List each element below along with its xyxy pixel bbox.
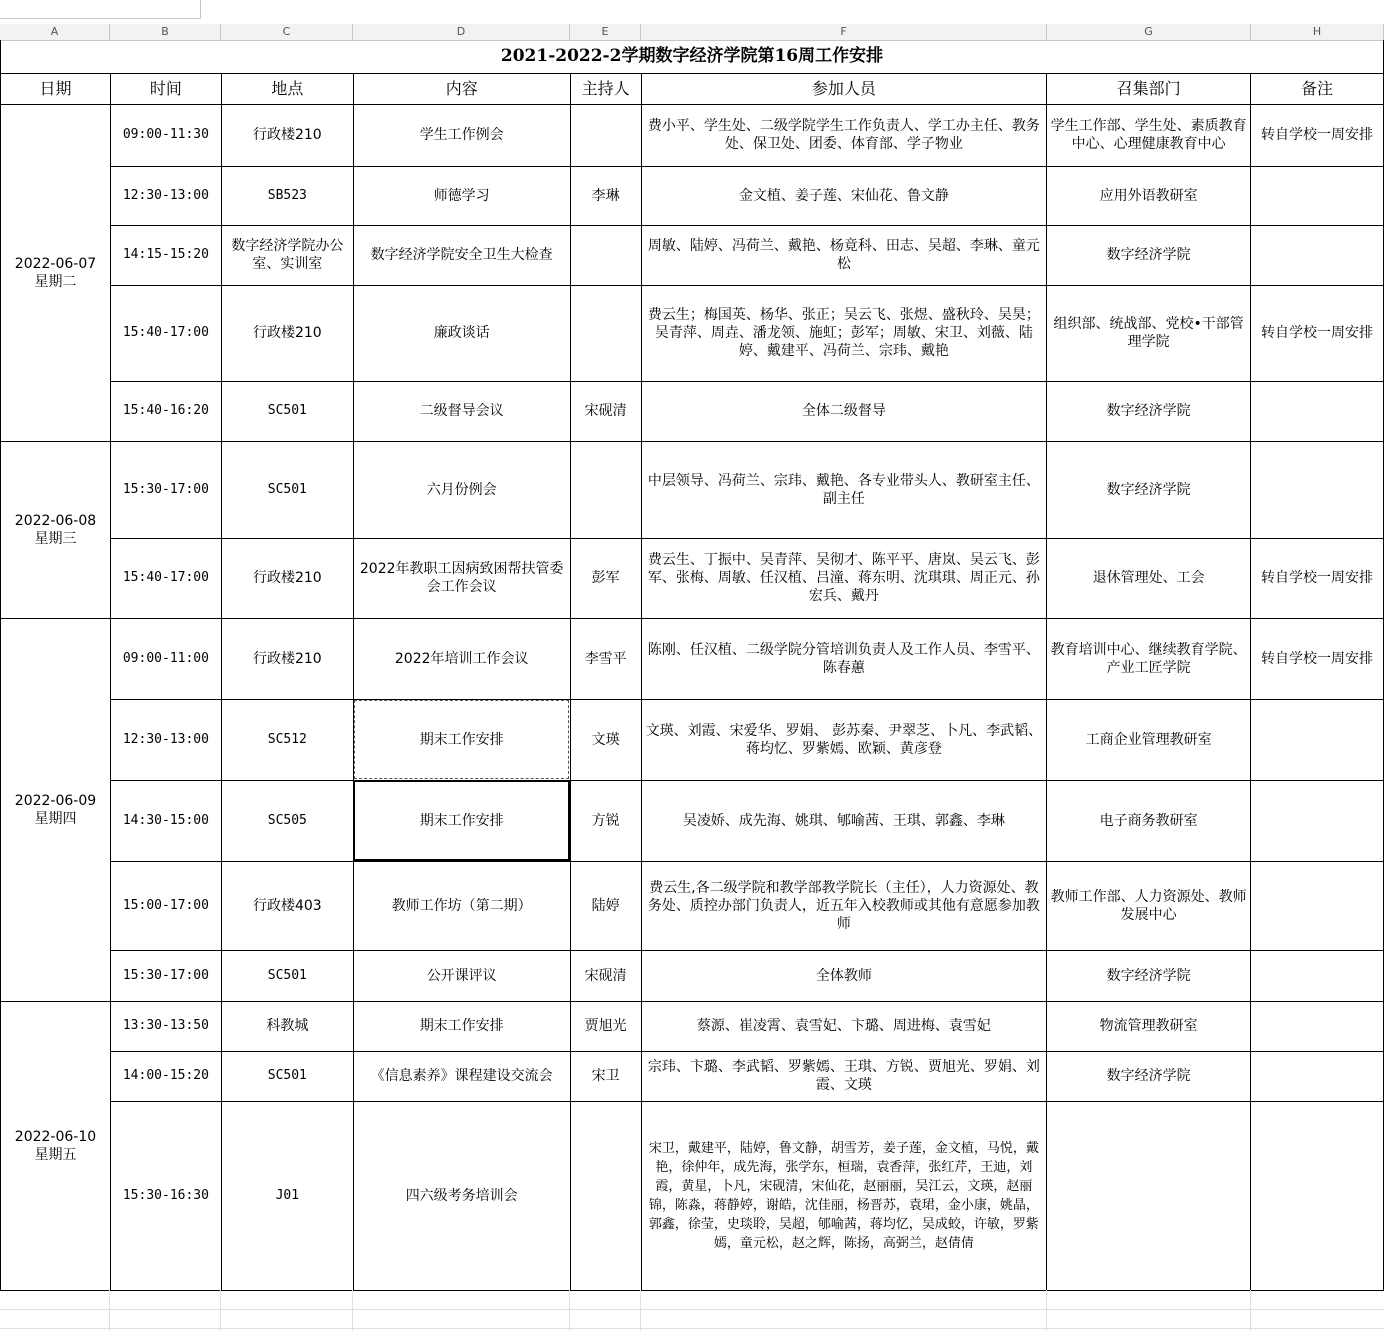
- host-cell[interactable]: 宋砚清: [570, 381, 641, 441]
- table-row: [1, 618, 1384, 699]
- host-cell[interactable]: 方锐: [570, 780, 641, 861]
- attendees-cell[interactable]: 文瑛、刘霞、宋爱华、罗娟、 彭苏秦、尹翠芝、卜凡、李武韬、蒋均忆、罗紫嫣、欧颖、黄彦登: [641, 699, 1047, 780]
- attendees-cell[interactable]: 费云生；梅国英、杨华、张正；吴云飞、张煜、盛秋玲、吴昊；吴青萍、周垚、潘龙领、施虹；彭军；周敏、宋卫、刘薇、陆婷、戴建平、冯荷兰、宗玮、戴艳: [641, 285, 1047, 381]
- host-cell[interactable]: 彭军: [570, 538, 641, 618]
- column-header-a[interactable]: A: [0, 24, 110, 40]
- column-header-row: [0, 24, 1384, 41]
- note-cell[interactable]: [1251, 441, 1384, 538]
- dept-cell[interactable]: 退休管理处、工会: [1047, 538, 1251, 618]
- note-cell[interactable]: [1251, 699, 1384, 780]
- dept-cell[interactable]: 数字经济学院: [1047, 381, 1251, 441]
- grid-line: [1250, 1290, 1251, 1331]
- time-cell[interactable]: 15:30-17:00: [110, 441, 221, 538]
- time-cell[interactable]: 14:15-15:20: [110, 225, 221, 285]
- column-header-g[interactable]: G: [1047, 24, 1251, 40]
- dept-cell[interactable]: 组织部、统战部、党校•干部管理学院: [1047, 285, 1251, 381]
- date-text: 2022-06-07: [14, 255, 97, 272]
- table-row: [1, 1001, 1384, 1051]
- column-header-e[interactable]: E: [570, 24, 641, 40]
- place-cell[interactable]: SC501: [221, 950, 353, 1001]
- content-cell[interactable]: 2022年教职工因病致困帮扶管委会工作会议: [353, 538, 570, 618]
- table-row: [1, 780, 1384, 861]
- content-cell[interactable]: 二级督导会议: [353, 381, 570, 441]
- empty-grid-area: [0, 1290, 1384, 1331]
- place-cell[interactable]: J01: [221, 1101, 353, 1290]
- note-cell[interactable]: [1251, 381, 1384, 441]
- attendees-cell[interactable]: 吴凌娇、成先海、姚琪、郇喻茜、王琪、郭鑫、李琳: [641, 780, 1047, 861]
- formula-bar[interactable]: [0, 0, 1384, 25]
- weekday-text: 星期二: [34, 273, 77, 290]
- column-header-f[interactable]: F: [641, 24, 1047, 40]
- time-cell[interactable]: 12:30-13:00: [110, 166, 221, 225]
- table-row: [1, 1051, 1384, 1101]
- attendees-cell[interactable]: 金文植、姜子莲、宋仙花、鲁文静: [641, 166, 1047, 225]
- attendees-cell[interactable]: 费云生、丁振中、吴青萍、吴彻才、陈平平、唐岚、吴云飞、彭军、张梅、周敏、任汉植、吕潼、蒋东明、沈琪琪、周正元、孙宏兵、戴丹: [641, 538, 1047, 618]
- dept-cell[interactable]: 工商企业管理教研室: [1047, 699, 1251, 780]
- note-cell[interactable]: [1251, 1051, 1384, 1101]
- host-cell[interactable]: [570, 285, 641, 381]
- place-cell[interactable]: 科教城: [221, 1001, 353, 1051]
- content-cell[interactable]: 教师工作坊（第二期）: [353, 861, 570, 950]
- time-cell[interactable]: 15:30-17:00: [110, 950, 221, 1001]
- header-date[interactable]: 日期: [1, 73, 111, 104]
- content-cell[interactable]: 学生工作例会: [353, 104, 570, 166]
- dept-cell[interactable]: 数字经济学院: [1047, 1051, 1251, 1101]
- dept-cell[interactable]: 物流管理教研室: [1047, 1001, 1251, 1051]
- attendees-cell[interactable]: 全体教师: [641, 950, 1047, 1001]
- header-place[interactable]: 地点: [221, 73, 353, 104]
- place-cell[interactable]: 行政楼210: [221, 104, 353, 166]
- dept-cell[interactable]: 数字经济学院: [1047, 950, 1251, 1001]
- grid-line: [0, 1309, 1384, 1310]
- host-cell[interactable]: [570, 1101, 641, 1290]
- note-cell[interactable]: [1251, 1101, 1384, 1290]
- date-cell[interactable]: [1, 618, 111, 1001]
- column-header-b[interactable]: B: [110, 24, 221, 40]
- note-cell[interactable]: [1251, 1001, 1384, 1051]
- content-cell[interactable]: 四六级考务培训会: [353, 1101, 570, 1290]
- note-cell[interactable]: 转自学校一周安排: [1251, 104, 1384, 166]
- name-box[interactable]: [0, 0, 201, 19]
- table-row: [1, 225, 1384, 285]
- table-row: [1, 166, 1384, 225]
- note-cell[interactable]: 转自学校一周安排: [1251, 285, 1384, 381]
- note-cell[interactable]: [1251, 780, 1384, 861]
- header-dept[interactable]: 召集部门: [1047, 73, 1251, 104]
- content-cell[interactable]: 廉政谈话: [353, 285, 570, 381]
- dept-cell[interactable]: 电子商务教研室: [1047, 780, 1251, 861]
- header-host[interactable]: 主持人: [570, 73, 641, 104]
- host-cell[interactable]: 李雪平: [570, 618, 641, 699]
- attendees-cell[interactable]: 周敏、陆婷、冯荷兰、戴艳、杨竟科、田志、吴超、李琳、童元松: [641, 225, 1047, 285]
- column-header-c[interactable]: C: [221, 24, 353, 40]
- host-cell[interactable]: [570, 225, 641, 285]
- table-row: [1, 1101, 1384, 1290]
- place-cell[interactable]: SB523: [221, 166, 353, 225]
- place-cell[interactable]: 行政楼210: [221, 618, 353, 699]
- place-cell[interactable]: 行政楼210: [221, 538, 353, 618]
- header-time[interactable]: 时间: [110, 73, 221, 104]
- place-cell[interactable]: 行政楼210: [221, 285, 353, 381]
- weekday-text: 星期三: [34, 530, 77, 547]
- grid-line: [1046, 1290, 1047, 1331]
- place-cell[interactable]: 数字经济学院办公室、实训室: [221, 225, 353, 285]
- dept-cell[interactable]: 应用外语教研室: [1047, 166, 1251, 225]
- dept-cell[interactable]: 数字经济学院: [1047, 225, 1251, 285]
- table-row: [1, 950, 1384, 1001]
- content-cell[interactable]: 六月份例会: [353, 441, 570, 538]
- note-cell[interactable]: [1251, 950, 1384, 1001]
- column-header-h[interactable]: H: [1251, 24, 1384, 40]
- header-attendees[interactable]: 参加人员: [641, 73, 1047, 104]
- place-cell[interactable]: SC501: [221, 381, 353, 441]
- grid-line: [220, 1290, 221, 1331]
- dept-cell[interactable]: 教师工作部、人力资源处、教师发展中心: [1047, 861, 1251, 950]
- host-cell[interactable]: [570, 104, 641, 166]
- date-text: 2022-06-08: [14, 512, 97, 529]
- table-row: [1, 861, 1384, 950]
- content-cell-active[interactable]: 期末工作安排: [353, 780, 570, 861]
- header-content[interactable]: 内容: [353, 73, 570, 104]
- table-row: [1, 699, 1384, 780]
- host-cell[interactable]: [570, 441, 641, 538]
- place-cell[interactable]: SC505: [221, 780, 353, 861]
- table-row: [1, 538, 1384, 618]
- attendees-cell[interactable]: 陈刚、任汉植、二级学院分管培训负责人及工作人员、李雪平、陈春蕙: [641, 618, 1047, 699]
- place-cell[interactable]: SC501: [221, 1051, 353, 1101]
- place-cell[interactable]: SC512: [221, 699, 353, 780]
- weekday-text: 星期四: [34, 810, 77, 827]
- attendees-cell[interactable]: 全体二级督导: [641, 381, 1047, 441]
- time-cell[interactable]: 13:30-13:50: [110, 1001, 221, 1051]
- content-cell[interactable]: 公开课评议: [353, 950, 570, 1001]
- time-cell[interactable]: 15:00-17:00: [110, 861, 221, 950]
- note-cell[interactable]: [1251, 861, 1384, 950]
- time-cell[interactable]: 14:30-15:00: [110, 780, 221, 861]
- table-row: [1, 104, 1384, 166]
- host-cell[interactable]: 陆婷: [570, 861, 641, 950]
- content-cell[interactable]: 期末工作安排: [353, 1001, 570, 1051]
- content-cell[interactable]: 数字经济学院安全卫生大检查: [353, 225, 570, 285]
- table-row: [1, 381, 1384, 441]
- date-text: 2022-06-10: [14, 1128, 97, 1145]
- column-header-d[interactable]: D: [353, 24, 570, 40]
- note-cell[interactable]: 转自学校一周安排: [1251, 618, 1384, 699]
- table-row: [1, 441, 1384, 538]
- host-cell[interactable]: 宋卫: [570, 1051, 641, 1101]
- dept-cell[interactable]: 学生工作部、学生处、素质教育中心、心理健康教育中心: [1047, 104, 1251, 166]
- attendees-cell[interactable]: 中层领导、冯荷兰、宗玮、戴艳、各专业带头人、教研室主任、副主任: [641, 441, 1047, 538]
- content-cell-copied[interactable]: 期末工作安排: [353, 699, 570, 780]
- date-cell[interactable]: [1, 104, 111, 441]
- weekday-text: 星期五: [34, 1146, 77, 1163]
- time-cell[interactable]: 15:40-16:20: [110, 381, 221, 441]
- dept-cell[interactable]: 教育培训中心、继续教育学院、产业工匠学院: [1047, 618, 1251, 699]
- host-cell[interactable]: 宋砚清: [570, 950, 641, 1001]
- content-cell[interactable]: 《信息素养》课程建设交流会: [353, 1051, 570, 1101]
- time-cell[interactable]: 15:40-17:00: [110, 538, 221, 618]
- place-cell[interactable]: SC501: [221, 441, 353, 538]
- grid-line: [569, 1290, 570, 1331]
- header-row: [1, 73, 1384, 104]
- date-text: 2022-06-09: [14, 792, 97, 809]
- grid-line: [640, 1290, 641, 1331]
- grid-line: [109, 1290, 110, 1331]
- host-cell[interactable]: 贾旭光: [570, 1001, 641, 1051]
- time-cell[interactable]: 09:00-11:00: [110, 618, 221, 699]
- time-cell[interactable]: 15:40-17:00: [110, 285, 221, 381]
- time-cell[interactable]: 12:30-13:00: [110, 699, 221, 780]
- content-cell[interactable]: 2022年培训工作会议: [353, 618, 570, 699]
- date-cell[interactable]: [1, 441, 111, 618]
- host-cell[interactable]: 文瑛: [570, 699, 641, 780]
- place-cell[interactable]: 行政楼403: [221, 861, 353, 950]
- attendees-cell[interactable]: 宗玮、卞璐、李武韬、罗紫嫣、王琪、方锐、贾旭光、罗娟、刘霞、文瑛: [641, 1051, 1047, 1101]
- note-cell[interactable]: [1251, 225, 1384, 285]
- header-note[interactable]: 备注: [1251, 73, 1384, 104]
- attendees-cell[interactable]: 蔡源、崔凌霄、袁雪妃、卞璐、周进梅、袁雪妃: [641, 1001, 1047, 1051]
- grid-line: [352, 1290, 353, 1331]
- schedule-table: [0, 40, 1384, 1291]
- sheet-title[interactable]: 2021-2022-2学期数字经济学院第16周工作安排: [1, 40, 1384, 73]
- time-cell[interactable]: 14:00-15:20: [110, 1051, 221, 1101]
- table-row: [1, 285, 1384, 381]
- note-cell[interactable]: 转自学校一周安排: [1251, 538, 1384, 618]
- note-cell[interactable]: [1251, 166, 1384, 225]
- attendees-cell[interactable]: 宋卫，戴建平，陆婷，鲁文静，胡雪芳，姜子莲，金文植，马悦，戴艳，徐仲年，成先海，张学东，桓瑞，袁香萍，张红芹，王迪，刘霞，黄星，卜凡，宋砚清，宋仙花，赵丽丽，吴江云，文瑛，赵丽锦，陈淼，蒋静婷，谢皓，沈佳丽，杨晋苏，袁珺，金小康，姚晶，郭鑫，徐莹，史琰聆，吴超，郇喻茜，蒋均忆，吴成蛟，许敏，罗紫嫣，童元松，赵之辉，陈扬，高弼兰，赵倩倩: [641, 1101, 1047, 1290]
- date-cell[interactable]: [1, 1001, 111, 1290]
- title-row: [1, 40, 1384, 73]
- attendees-cell[interactable]: 费小平、学生处、二级学院学生工作负责人、学工办主任、教务处、保卫处、团委、体育部、学子物业: [641, 104, 1047, 166]
- content-cell[interactable]: 师德学习: [353, 166, 570, 225]
- time-cell[interactable]: 09:00-11:30: [110, 104, 221, 166]
- time-cell[interactable]: 15:30-16:30: [110, 1101, 221, 1290]
- grid-line: [0, 1328, 1384, 1329]
- dept-cell[interactable]: 数字经济学院: [1047, 441, 1251, 538]
- attendees-cell[interactable]: 费云生,各二级学院和教学部教学院长（主任），人力资源处、教务处、质控办部门负责人，近五年入校教师或其他有意愿参加教师: [641, 861, 1047, 950]
- dept-cell[interactable]: [1047, 1101, 1251, 1290]
- host-cell[interactable]: 李琳: [570, 166, 641, 225]
